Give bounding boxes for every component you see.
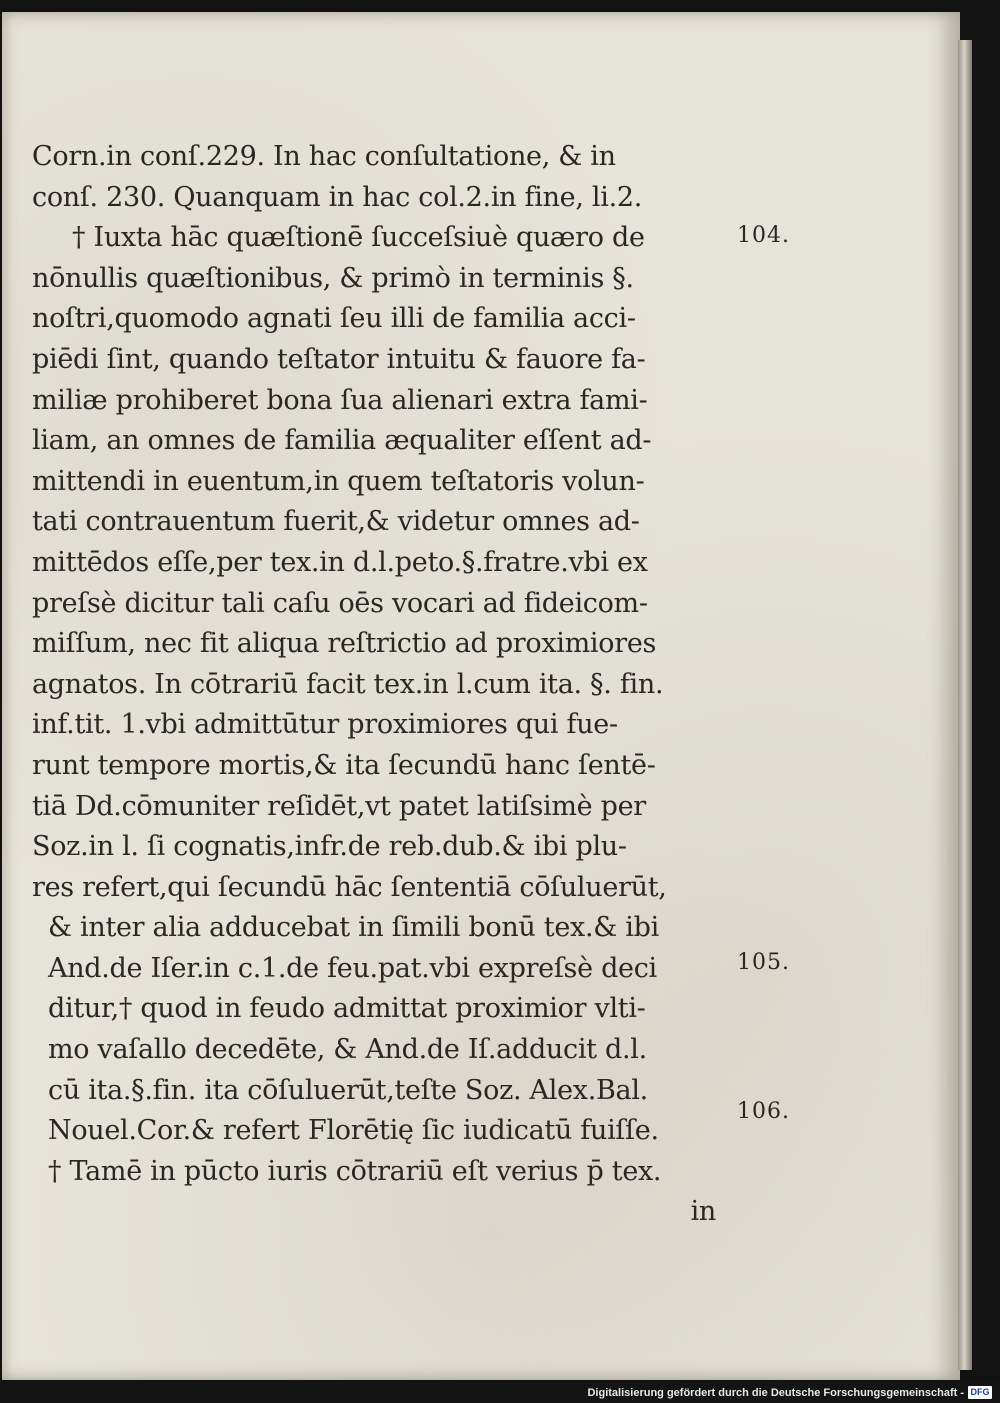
dfg-logo: DFG [968,1386,992,1399]
text-line: And.de Iſer.in c.1.de feu.pat.vbi expreſsè deci [48,952,657,984]
text-line: liam, an omnes de familia æqualiter eſſent ad- [32,425,652,457]
text-line: mittēdos eſſe,per tex.in d.l.peto.§.fratre.vbi ex [32,546,648,578]
text-line: † Iuxta hāc quæſtionē ſucceſsiuè quæro de [72,222,645,254]
text-line: miliæ prohiberet bona ſua alienari extra fami- [32,384,648,416]
margin-number: 106. [737,1099,790,1124]
scanned-page [2,12,960,1380]
text-line: & inter alia adducebat in ſimili bonū tex.& ibi [48,912,659,944]
text-line: piēdi ſint, quando teſtator intuitu & fauore fa- [32,343,646,375]
page-edge [958,40,972,1370]
text-line: noſtri,quomodo agnati ſeu illi de familia acci- [32,303,636,335]
catchword: in [690,1196,716,1228]
text-line: conſ. 230. Quanquam in hac col.2.in fine, li.2. [32,181,643,213]
footer-bar [0,1381,1000,1403]
text-line: Nouel.Cor.& refert Florētię ſic iudicatū fuiſſe. [48,1115,659,1147]
text-line: mittendi in euentum,in quem teſtatoris volun- [32,465,645,497]
text-line: runt tempore mortis,& ita ſecundū hanc ſentē- [32,749,656,781]
text-line: agnatos. In cōtrariū facit tex.in l.cum ita. §. fin. [32,668,664,700]
text-line: tati contrauentum fuerit,& videtur omnes ad- [32,506,640,538]
text-block [32,137,722,1233]
text-line: ditur,† quod in feudo admittat proximior vlti- [48,993,646,1025]
text-line: miſſum, nec fit aliqua reſtrictio ad proximiores [32,628,657,660]
text-line: res refert,qui ſecundū hāc ſententiā cōſuluerūt, [32,871,667,903]
text-line: inf.tit. 1.vbi admittūtur proximiores qui fue- [32,709,618,741]
text-line: nōnullis quæſtionibus, & primò in terminis §. [32,262,634,294]
text-line: Corn.in conſ.229. In hac conſultatione, & in [32,141,616,172]
text-line: † Tamē in pūcto iuris cōtrariū eſt verius p̄ tex. [48,1155,662,1187]
text-line: mo vaſallo decedēte, & And.de Iſ.adducit d.l. [48,1034,647,1066]
margin-number: 104. [737,223,790,248]
footer-credit: Digitalisierung gefördert durch die Deutsche Forschungsgemeinschaft - [587,1387,964,1399]
text-line: tiā Dd.cōmuniter reſidēt,vt patet latiſsimè per [32,790,646,822]
text-line: cū ita.§.fin. ita cōſuluerūt,teſte Soz. Alex.Bal. [48,1074,648,1106]
text-line: preſsè dicitur tali caſu oēs vocari ad fideicom- [32,587,648,619]
margin-number: 105. [737,950,790,975]
text-line: Soz.in l. ſi cognatis,infr.de reb.dub.& ibi plu- [32,831,627,863]
